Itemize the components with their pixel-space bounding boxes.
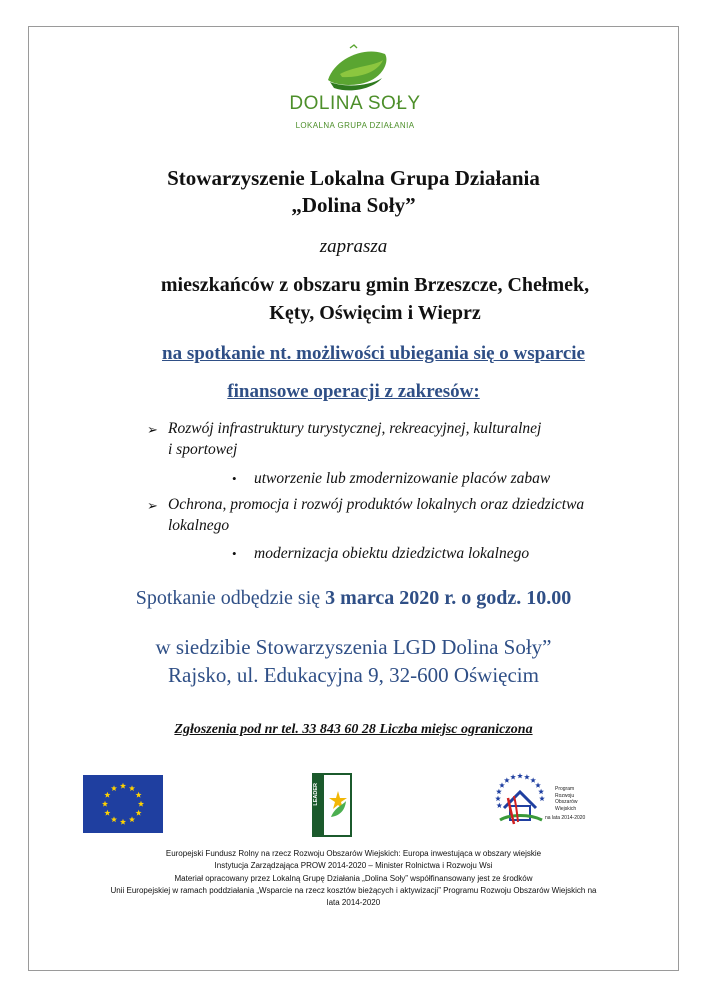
meeting-prefix: Spotkanie odbędzie się bbox=[135, 587, 321, 609]
star-icon bbox=[496, 789, 502, 794]
meeting-info bbox=[40, 587, 667, 610]
star-icon bbox=[504, 777, 510, 782]
star-icon bbox=[499, 782, 505, 787]
topic-line-2: finansowe operacji z zakresów: bbox=[227, 381, 480, 402]
footer-line-3: Materiał opracowany przez Lokalną Grupę Działania „Dolina Soły” współfinansowany jest ze środków bbox=[174, 874, 533, 883]
footer-line-1: Europejski Fundusz Rolny na rzecz Rozwoju Obszarów Wiejskich: Europa inwestująca w obszary wiejskie bbox=[165, 849, 542, 858]
scope-subitem-text: utworzenie lub zmodernizowanie placów zabaw bbox=[254, 470, 551, 487]
registration-info: Zgłoszenia pod nr tel. 33 843 60 28 Liczba miejsc ograniczona bbox=[174, 722, 533, 737]
prow-logo-text: Program Rozwoju Obszarów Wiejskich bbox=[555, 786, 578, 812]
star-icon bbox=[535, 782, 541, 787]
star-icon bbox=[517, 773, 523, 778]
arrow-bullet-icon: ➢ bbox=[147, 422, 158, 437]
star-icon bbox=[539, 796, 545, 801]
leader-star-leaf-icon bbox=[327, 789, 349, 819]
footer-line-4: Unii Europejskiej w ramach poddziałania „Wsparcie na rzecz kosztów bieżących i aktywizacji” Programu Rozwoju Obszarów Wiejskich na bbox=[110, 886, 597, 895]
bullet-icon: • bbox=[232, 471, 237, 486]
eu-flag-logo bbox=[83, 775, 163, 833]
scope-subitem bbox=[232, 543, 632, 564]
star-icon bbox=[524, 774, 530, 779]
leader-text: LEADER bbox=[313, 783, 319, 806]
venue-address: Rajsko, ul. Edukacyjna 9, 32-600 Oświęcim bbox=[168, 663, 539, 687]
scope-item bbox=[147, 418, 620, 460]
logo-subtitle: LOKALNA GRUPA DZIAŁANIA bbox=[295, 121, 415, 130]
scope-line-2: i sportowej bbox=[168, 441, 238, 458]
scope-item bbox=[147, 494, 620, 536]
scope-line-1: Rozwój infrastruktury turystycznej, rekreacyjnej, kulturalnej bbox=[168, 420, 542, 437]
meeting-datetime: 3 marca 2020 r. o godz. 10.00 bbox=[325, 587, 572, 609]
bullet-icon: • bbox=[232, 546, 237, 561]
star-icon bbox=[496, 803, 502, 808]
footer-line-2: Instytucja Zarządzająca PROW 2014-2020 – Minister Rolnictwa i Rozwoju Wsi bbox=[214, 861, 493, 870]
audience-line-2: Kęty, Oświęcim i Wieprz bbox=[269, 302, 481, 324]
star-icon bbox=[538, 789, 544, 794]
venue-line-1: w siedzibie Stowarzyszenia LGD Dolina Soły” bbox=[155, 635, 552, 659]
logo-name: DOLINA SOŁY bbox=[289, 93, 421, 114]
organization-name: „Dolina Soły” bbox=[291, 193, 416, 217]
prow-logo-graphic bbox=[490, 768, 550, 830]
scope-line-1: Ochrona, promocja i rozwój produktów lokalnych oraz dziedzictwa bbox=[168, 496, 585, 513]
topic-line-1: na spotkanie nt. możliwości ubiegania się o wsparcie bbox=[162, 343, 585, 364]
invites-text: zaprasza bbox=[319, 236, 388, 257]
star-icon bbox=[510, 774, 516, 779]
arrow-bullet-icon: ➢ bbox=[147, 498, 158, 513]
scope-line-2: lokalnego bbox=[168, 517, 230, 534]
scope-subitem-text: modernizacja obiektu dziedzictwa lokalnego bbox=[254, 545, 530, 562]
star-icon bbox=[530, 777, 536, 782]
footer-line-5: lata 2014-2020 bbox=[326, 898, 381, 907]
scope-subitem bbox=[232, 468, 632, 489]
leader-logo bbox=[312, 773, 352, 837]
star-icon bbox=[495, 796, 501, 801]
organization-title: Stowarzyszenie Lokalna Grupa Działania bbox=[167, 166, 540, 190]
prow-years: na lata 2014-2020 bbox=[545, 815, 586, 821]
audience-line-1: mieszkańców z obszaru gmin Brzeszcze, Chełmek, bbox=[160, 274, 590, 296]
